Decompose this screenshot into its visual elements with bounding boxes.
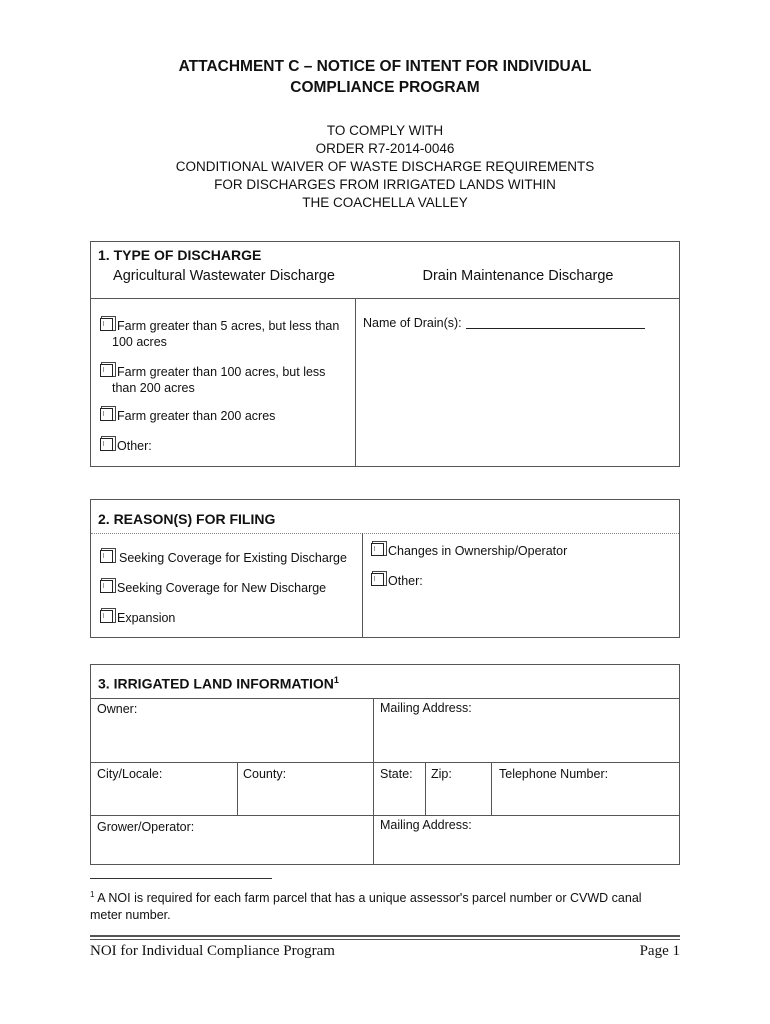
divider [237,762,238,815]
checkbox[interactable] [100,438,113,451]
mailing-address-field-2[interactable]: Mailing Address: [380,818,472,832]
option-other-reason[interactable]: Other: [371,573,423,589]
option-new-discharge[interactable]: Seeking Coverage for New Discharge [100,580,326,596]
subtitle-line: CONDITIONAL WAIVER OF WASTE DISCHARGE REQUIREMENTS [175,159,595,174]
option-other[interactable]: Other: [100,438,152,454]
divider [425,762,426,815]
option-changes-ownership[interactable]: Changes in Ownership/Operator [371,543,567,559]
divider [373,698,374,762]
option-farm-5-100[interactable]: Farm greater than 5 acres, but less than 100 acres [100,318,339,350]
checkbox[interactable] [371,543,384,556]
divider [91,298,679,299]
checkbox[interactable] [100,610,113,623]
checkbox[interactable] [371,573,384,586]
checkbox[interactable] [100,364,113,377]
footnote: $^1$ A NOI is required for each farm parcel that has a unique assessor's parcel number or CVWD canal meter number. [90,890,642,923]
section-irrigated-land-information [90,664,680,865]
option-expansion[interactable]: Expansion [100,610,175,626]
section-header: 1. TYPE OF DISCHARGE [98,247,262,263]
divider [91,815,679,816]
section-header: 2. REASON(S) FOR FILING [98,511,276,527]
subtitle-line: ORDER R7-2014-0046 [315,141,455,156]
column-header-drain: Drain Maintenance Discharge [422,268,614,284]
footnote-rule [90,878,272,879]
divider [91,698,679,699]
county-field[interactable]: County: [243,767,287,781]
subtitle-line: TO COMPLY WITH [326,123,444,138]
divider [91,533,679,534]
checkbox[interactable] [100,408,113,421]
section-reasons-for-filing [90,499,680,638]
owner-field[interactable]: Owner: [97,702,138,716]
option-farm-100-200[interactable]: Farm greater than 100 acres, but less than 200 acres [100,364,325,396]
divider [362,533,363,637]
page-title-line2: COMPLIANCE PROGRAM [290,79,480,96]
divider [355,298,356,466]
divider [373,815,374,864]
zip-field[interactable]: Zip: [431,767,452,781]
section-header: 3. IRRIGATED LAND INFORMATION$^1$ [98,675,339,692]
page-number: Page 1 [639,943,680,959]
page-title: ATTACHMENT C – NOTICE OF INTENT FOR INDIVIDUAL [178,58,592,75]
state-field[interactable]: State: [380,767,413,781]
section-type-of-discharge [90,241,680,467]
subtitle-line: THE COACHELLA VALLEY [302,195,468,210]
checkbox[interactable] [100,318,113,331]
checkbox[interactable] [100,550,113,563]
drain-name-label: Name of Drain(s): [363,316,462,330]
mailing-address-field[interactable]: Mailing Address: [380,701,472,715]
divider [91,762,679,763]
grower-operator-field[interactable]: Grower/Operator: [97,820,195,834]
option-existing-discharge[interactable]: Seeking Coverage for Existing Discharge [100,550,347,566]
column-header-agricultural: Agricultural Wastewater Discharge [113,268,335,284]
telephone-field[interactable]: Telephone Number: [499,767,609,781]
divider [491,762,492,815]
checkbox[interactable] [100,580,113,593]
footer-rule [90,939,680,940]
footer-title: NOI for Individual Compliance Program [90,943,335,959]
option-farm-200-plus[interactable]: Farm greater than 200 acres [100,408,275,424]
city-field[interactable]: City/Locale: [97,767,163,781]
divider [373,762,374,815]
subtitle-line: FOR DISCHARGES FROM IRRIGATED LANDS WITHIN [214,177,556,192]
footer-rule [90,935,680,937]
drain-name-field[interactable] [466,328,645,329]
